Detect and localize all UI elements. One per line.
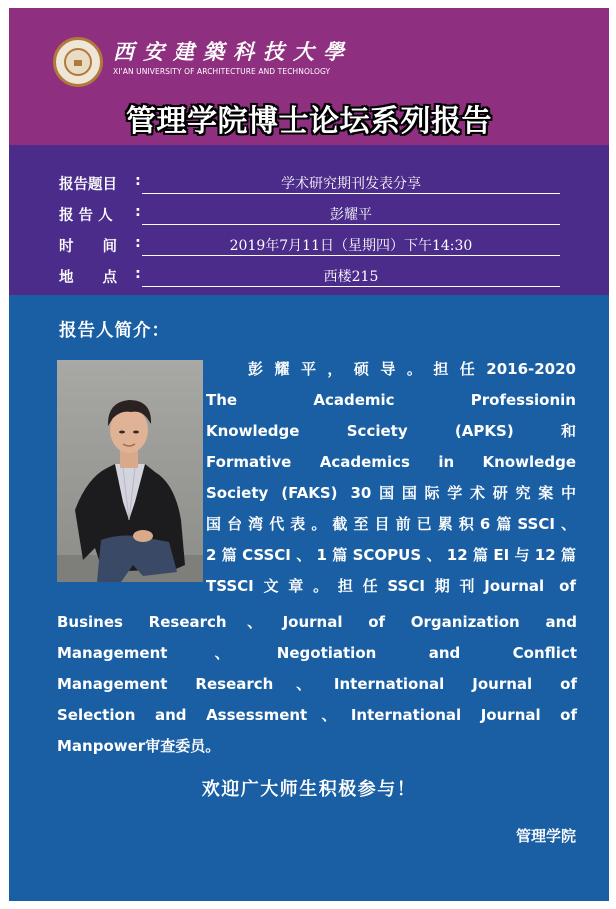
location-label: 地 点 xyxy=(59,270,117,286)
university-name-cn: 西安建築科技大學 xyxy=(113,39,353,64)
speaker-underline xyxy=(142,224,560,225)
location-colon: : xyxy=(135,266,141,282)
bio-line: Knowledge Scciety (APKS) 和 xyxy=(206,422,576,440)
bio-line: Formative Academics in Knowledge xyxy=(206,453,576,471)
info-band xyxy=(9,145,609,295)
speaker-label: 报 告 人 xyxy=(59,208,113,224)
bio-line: 2篇CSSCI、1篇SCOPUS、12篇EI与12篇 xyxy=(206,546,576,564)
bio-line: TSSCI文章。担任SSCI期刊Journal of xyxy=(206,577,576,595)
speaker-value: 彭耀平 xyxy=(330,207,372,223)
time-label: 时 间 xyxy=(59,239,117,255)
bio-line: Management Research、International Journal of xyxy=(57,675,577,693)
topic-underline xyxy=(142,193,560,194)
topic-value: 学术研究期刊发表分享 xyxy=(281,176,421,192)
bio-line: Management、Negotiation and Conflict xyxy=(57,644,577,662)
location-value: 西楼215 xyxy=(323,269,379,285)
bio-line: 国台湾代表。截至目前已累积6篇SSCI、 xyxy=(206,515,576,533)
topic-colon: : xyxy=(135,173,141,189)
time-colon: : xyxy=(135,235,141,251)
speaker-colon: : xyxy=(135,204,141,220)
topic-label: 报告题目 xyxy=(59,177,117,193)
time-value: 2019年7月11日（星期四）下午14:30 xyxy=(229,238,473,254)
intro-heading: 报告人简介： xyxy=(59,321,170,341)
info-row-location xyxy=(59,266,569,288)
speaker-photo xyxy=(57,360,203,582)
university-name-en: XI'AN UNIVERSITY OF ARCHITECTURE AND TECHNOLOGY xyxy=(113,67,331,76)
bio-line: The Academic Professionin xyxy=(206,391,576,409)
bio-line: Society (FAKS) 30国国际学术研究案中 xyxy=(206,484,576,502)
bio-line: Manpower审查委员。 xyxy=(57,737,221,755)
bio-line: Busines Research、Journal of Organization and xyxy=(57,613,577,631)
poster-title: 管理学院博士论坛系列报告 xyxy=(126,104,492,139)
info-row-time xyxy=(59,235,569,257)
info-row-speaker xyxy=(59,204,569,226)
poster xyxy=(9,8,609,901)
university-seal-logo xyxy=(53,37,103,87)
location-underline xyxy=(142,286,560,287)
info-row-topic xyxy=(59,173,569,195)
header-band xyxy=(9,8,609,145)
bio-line: 彭耀平，硕导。担任2016-2020 xyxy=(248,360,576,378)
time-underline xyxy=(142,255,560,256)
welcome-message: 欢迎广大师生积极参与！ xyxy=(201,779,417,800)
bio-line: Selection and Assessment、International Journal of xyxy=(57,706,577,724)
footer-organizer: 管理学院 xyxy=(515,827,576,845)
